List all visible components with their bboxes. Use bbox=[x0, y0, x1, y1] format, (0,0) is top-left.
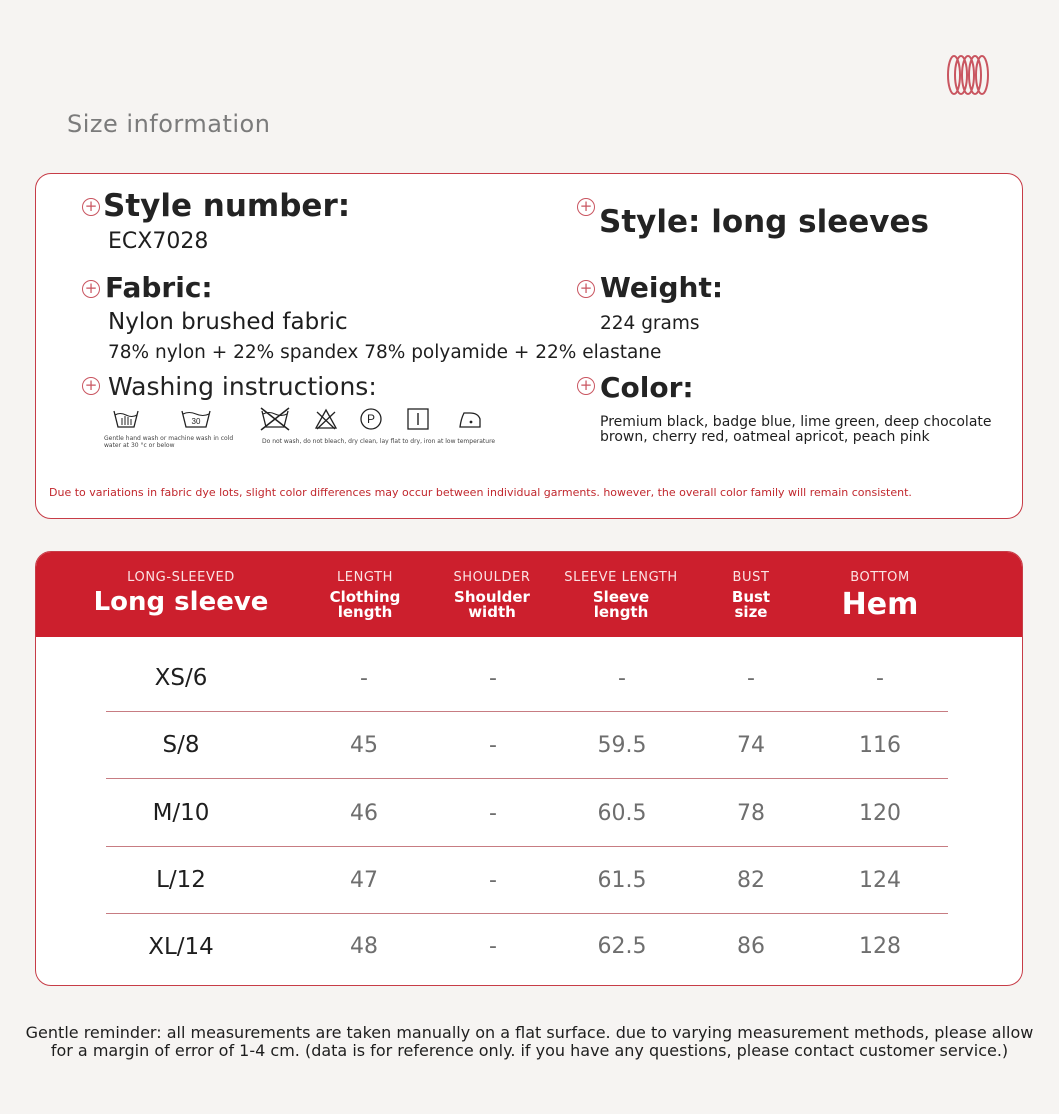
sleeve-cell: - bbox=[618, 665, 626, 691]
weight-label: Weight: bbox=[600, 271, 724, 304]
header-small-label: BUST bbox=[732, 570, 770, 585]
header-mid-label: Bust size bbox=[731, 588, 771, 621]
no-bleach-icon bbox=[314, 408, 338, 430]
shoulder-cell: - bbox=[489, 800, 497, 826]
bust-cell: 86 bbox=[737, 934, 765, 959]
table-header bbox=[36, 552, 1022, 637]
plus-circle-icon: + bbox=[82, 198, 100, 216]
length-cell: 48 bbox=[350, 934, 378, 959]
bust-cell: 74 bbox=[737, 732, 765, 758]
fabric-name: Nylon brushed fabric bbox=[108, 309, 348, 335]
weight-value: 224 grams bbox=[600, 313, 700, 334]
plus-circle-icon: + bbox=[577, 280, 595, 298]
wash-note-right: Do not wash, do not bleach, dry clean, lay flat to dry, iron at low temperature bbox=[262, 438, 496, 445]
plus-circle-icon: + bbox=[577, 198, 595, 216]
hem-cell: 124 bbox=[859, 867, 901, 893]
size-cell: S/8 bbox=[162, 732, 200, 758]
fabric-composition: 78% nylon + 22% spandex 78% polyamide + 22% elastane bbox=[108, 342, 662, 363]
size-cell: M/10 bbox=[152, 800, 210, 826]
plus-circle-icon: + bbox=[577, 377, 595, 395]
sleeve-cell: 60.5 bbox=[597, 800, 647, 826]
header-mid-label: Sleeve length bbox=[592, 588, 650, 621]
brand-rings-icon bbox=[944, 52, 992, 98]
hand-wash-icon bbox=[112, 407, 140, 431]
size-table-card bbox=[35, 551, 1023, 986]
table-row bbox=[106, 712, 948, 779]
plus-circle-icon: + bbox=[82, 280, 100, 298]
sleeve-cell: 59.5 bbox=[597, 732, 647, 758]
wash-note-left: Gentle hand wash or machine wash in cold water at 30 °c or below bbox=[104, 435, 234, 449]
header-shoulder bbox=[442, 552, 542, 620]
iron-low-icon bbox=[456, 407, 484, 431]
measurement-reminder bbox=[0, 1024, 1059, 1060]
bust-cell: 82 bbox=[737, 867, 765, 893]
bust-cell: - bbox=[747, 665, 755, 691]
wash-30-icon bbox=[180, 407, 212, 431]
page-title: Size information bbox=[67, 110, 271, 138]
colors-line-1: Premium black, badge blue, lime green, deep chocolate bbox=[600, 414, 992, 430]
shoulder-cell: - bbox=[489, 732, 497, 758]
header-bust bbox=[716, 552, 786, 620]
dry-clean-p-icon bbox=[359, 407, 383, 431]
header-big-label: Long sleeve bbox=[93, 587, 269, 617]
colors-line-2: brown, cherry red, oatmeal apricot, peach pink bbox=[600, 429, 930, 445]
table-row bbox=[106, 645, 948, 712]
shoulder-cell: - bbox=[489, 867, 497, 893]
length-cell: 47 bbox=[350, 867, 378, 893]
header-small-label: LONG-SLEEVED bbox=[127, 570, 235, 585]
header-long-sleeve bbox=[81, 552, 281, 617]
reminder-line-2: for a margin of error of 1-4 cm. (data is for reference only. if you have any questions, please contact customer service.) bbox=[50, 1041, 1009, 1060]
size-cell: L/12 bbox=[156, 867, 206, 893]
color-label: Color: bbox=[600, 371, 694, 404]
header-big-label: Hem bbox=[841, 587, 919, 622]
header-small-label: BOTTOM bbox=[850, 570, 910, 585]
table-row bbox=[106, 780, 948, 847]
no-tumble-dry-icon bbox=[259, 406, 291, 432]
style-number-label: Style number: bbox=[103, 188, 351, 224]
header-length bbox=[315, 552, 415, 620]
line-dry-icon bbox=[406, 407, 430, 431]
hem-cell: - bbox=[876, 665, 884, 691]
length-cell: 45 bbox=[350, 732, 378, 758]
bust-cell: 78 bbox=[737, 800, 765, 826]
dry-clean-letter: P bbox=[366, 412, 376, 426]
size-cell: XS/6 bbox=[154, 665, 208, 691]
wash-temp-text: 30 bbox=[191, 417, 201, 426]
product-info-card bbox=[35, 173, 1023, 519]
header-mid-label: Shoulder width bbox=[454, 588, 530, 621]
style-number-value: ECX7028 bbox=[108, 229, 209, 254]
table-row bbox=[106, 847, 948, 914]
header-small-label: LENGTH bbox=[336, 570, 394, 585]
fabric-label: Fabric: bbox=[105, 271, 213, 304]
length-cell: 46 bbox=[350, 800, 378, 826]
hem-cell: 120 bbox=[859, 800, 901, 826]
style-label: Style: long sleeves bbox=[599, 204, 929, 240]
header-small-label: SLEEVE LENGTH bbox=[564, 570, 678, 585]
washing-label: Washing instructions: bbox=[108, 372, 377, 401]
shoulder-cell: - bbox=[489, 934, 497, 959]
sleeve-cell: 62.5 bbox=[597, 934, 647, 959]
header-small-label: SHOULDER bbox=[453, 570, 531, 585]
header-bottom bbox=[830, 552, 930, 622]
reminder-line-1: Gentle reminder: all measurements are taken manually on a flat surface. due to varying measurement methods, please allow bbox=[25, 1023, 1034, 1042]
sleeve-cell: 61.5 bbox=[597, 867, 647, 893]
header-mid-label: Clothing length bbox=[329, 588, 401, 621]
header-sleeve-length bbox=[556, 552, 686, 620]
hem-cell: 128 bbox=[859, 934, 901, 959]
hem-cell: 116 bbox=[859, 732, 901, 758]
table-row bbox=[106, 913, 948, 980]
shoulder-cell: - bbox=[489, 665, 497, 691]
length-cell: - bbox=[360, 665, 368, 691]
dye-lot-note: Due to variations in fabric dye lots, slight color differences may occur between individual garments. however, the overall color family will remain consistent. bbox=[49, 486, 912, 499]
plus-circle-icon: + bbox=[82, 377, 100, 395]
size-cell: XL/14 bbox=[148, 933, 214, 960]
